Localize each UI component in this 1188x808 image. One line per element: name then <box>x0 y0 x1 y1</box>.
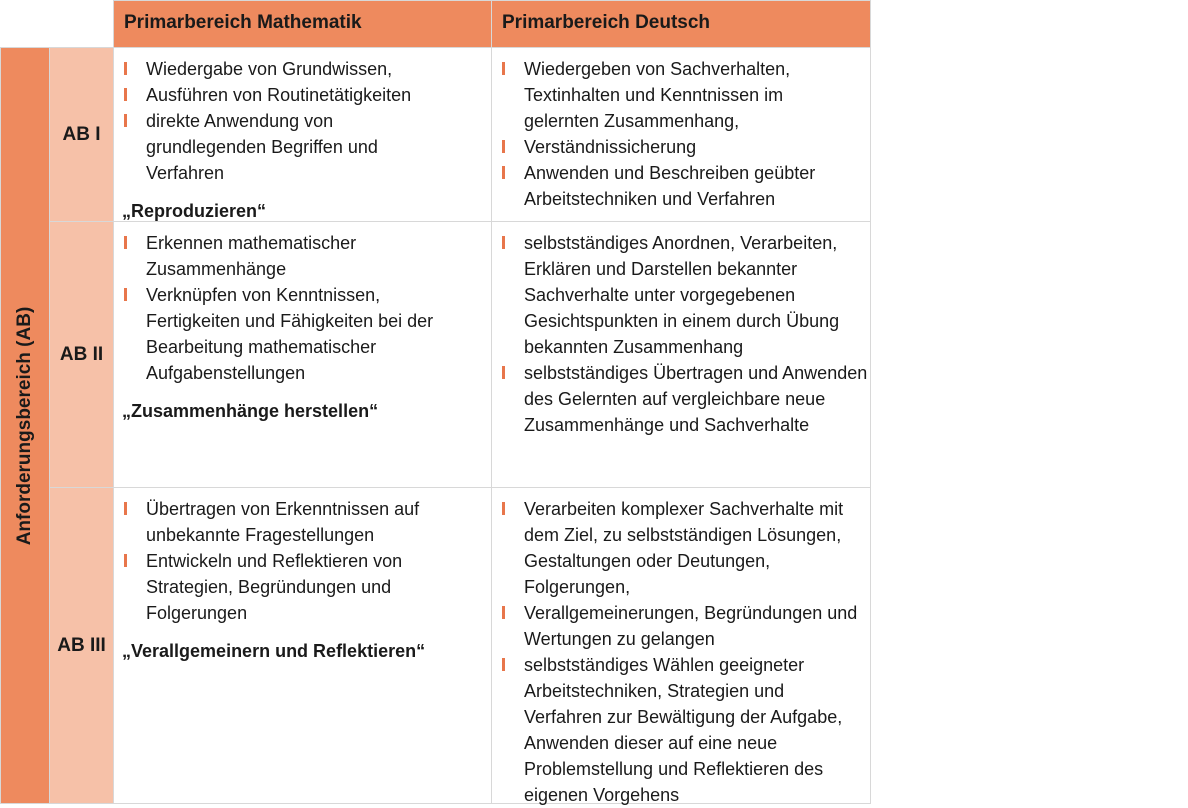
bullet-list <box>122 56 491 186</box>
bullet-list <box>500 496 870 808</box>
bullet-item: Verknüpfen von Kenntnissen, Fertigkeiten und Fähigkeiten bei der Bearbeitung mathematischer Aufgabenstellungen <box>122 282 491 386</box>
summary-label: „Verallgemeinern und Reflektieren“ <box>122 641 426 661</box>
side-label-column <box>0 47 50 804</box>
bullet-item: Entwickeln und Reflektieren von Strategien, Begründungen und Folgerungen <box>122 548 491 626</box>
deutsch-cell-ab1 <box>491 47 871 222</box>
level-cell-ab3 <box>49 487 114 804</box>
bullet-item: selbstständiges Wählen geeigneter Arbeitstechniken, Strategien und Verfahren zur Bewältigung der Aufgabe, Anwenden dieser auf eine neue Problemstellung und Reflektieren des eigenen Vorgehens <box>500 652 870 808</box>
header-math-label: Primarbereich Mathematik <box>124 12 362 33</box>
bullet-item: Ausführen von Routinetätigkeiten <box>122 82 491 108</box>
math-cell-ab1 <box>113 47 492 222</box>
bullet-item: Verständnissicherung <box>500 134 870 160</box>
bullet-item: Verarbeiten komplexer Sachverhalte mit dem Ziel, zu selbstständigen Lösungen, Gestaltungen oder Deutungen, Folgerungen, <box>500 496 870 600</box>
side-label: Anforderungsbereich (AB) <box>14 306 35 545</box>
header-deutsch <box>491 0 871 48</box>
header-math <box>113 0 492 48</box>
summary-label: „Reproduzieren“ <box>122 201 267 221</box>
bullet-item: direkte Anwendung von grundlegenden Begriffen und Verfahren <box>122 108 491 186</box>
bullet-item: Übertragen von Erkenntnissen auf unbekannte Fragestellungen <box>122 496 491 548</box>
bullet-list <box>500 56 870 212</box>
bullet-item: Wiedergabe von Grundwissen, <box>122 56 491 82</box>
header-deutsch-label: Primarbereich Deutsch <box>502 12 711 33</box>
math-cell-ab2 <box>113 221 492 488</box>
level-label: AB III <box>57 634 106 656</box>
bullet-item: Verallgemeinerungen, Begründungen und Wertungen zu gelangen <box>500 600 870 652</box>
bullet-list <box>500 230 870 438</box>
math-cell-ab3 <box>113 487 492 804</box>
bullet-list <box>122 230 491 386</box>
bullet-item: Anwenden und Beschreiben geübter Arbeitstechniken und Verfahren <box>500 160 870 212</box>
level-label: AB I <box>62 123 101 145</box>
bullet-item: Wiedergeben von Sachverhalten, Textinhalten und Kenntnissen im gelernten Zusammenhang, <box>500 56 870 134</box>
level-cell-ab1 <box>49 47 114 222</box>
bullet-item: Erkennen mathematischer Zusammenhänge <box>122 230 491 282</box>
bullet-list <box>122 496 491 626</box>
level-cell-ab2 <box>49 221 114 488</box>
deutsch-cell-ab3 <box>491 487 871 804</box>
level-label: AB II <box>59 343 104 365</box>
summary-label: „Zusammenhänge herstellen“ <box>122 401 379 421</box>
deutsch-cell-ab2 <box>491 221 871 488</box>
bullet-item: selbstständiges Übertragen und Anwenden des Gelernten auf vergleichbare neue Zusammenhänge und Sachverhalte <box>500 360 870 438</box>
bullet-item: selbstständiges Anordnen, Verarbeiten, Erklären und Darstellen bekannter Sachverhalte unter vorgegebenen Gesichtspunkten in einem durch Übung bekannten Zusammenhang <box>500 230 870 360</box>
